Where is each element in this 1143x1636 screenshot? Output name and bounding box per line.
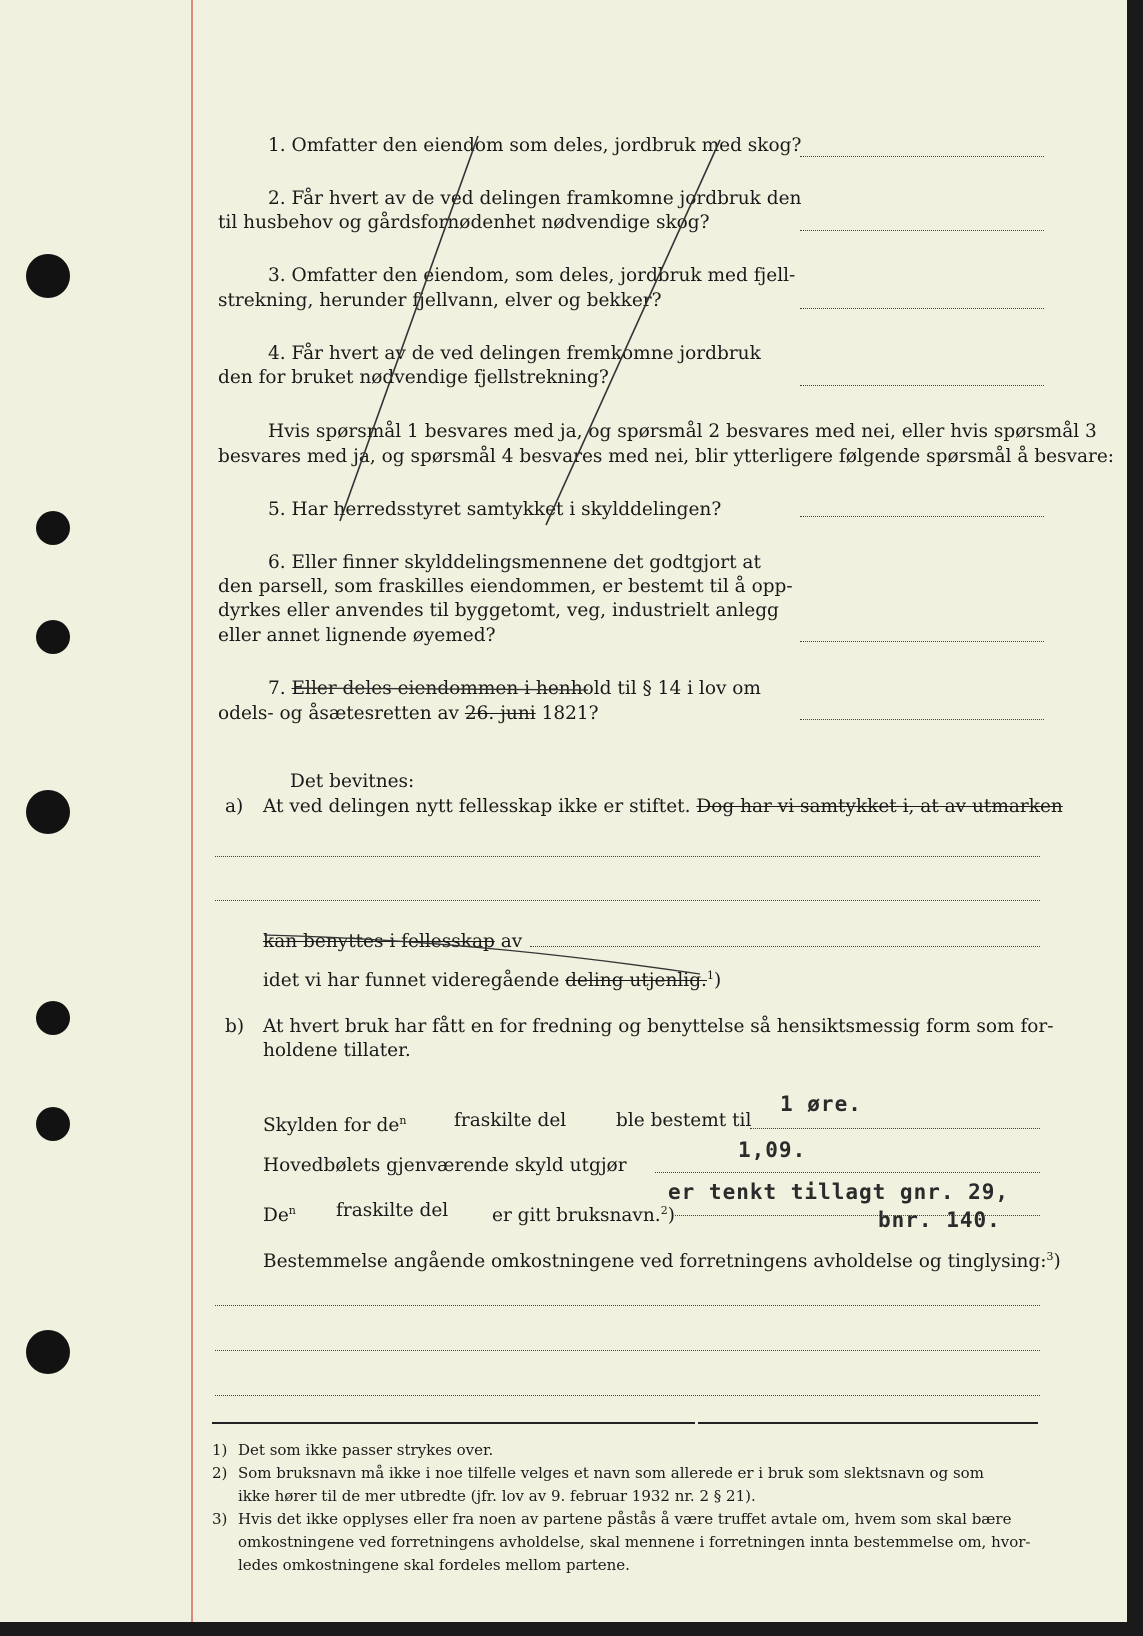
footnote-1: Det som ikke passer strykes over. xyxy=(238,1441,494,1459)
footnote-1-mark: 1) xyxy=(212,1441,228,1459)
footnote-3-line1: Hvis det ikke opplyses eller fra noen av partene påstås å være truffet avtale om, hvem som skal bære xyxy=(238,1510,1012,1528)
question-7-line2: odels- og åsætesretten av 26. juni 1821? xyxy=(218,703,599,724)
certify-b-marker: b) xyxy=(225,1016,245,1037)
omk-label: Bestemmelse angående omkostningene ved forretningens avholdelse og tinglysing:$^3$) xyxy=(263,1250,1061,1273)
skyld-label-end: ble bestemt til xyxy=(616,1110,752,1131)
certify-a-marker: a) xyxy=(225,796,244,817)
navn-value-line1: er tenkt tillagt gnr. 29, xyxy=(668,1180,1010,1204)
question-4-line1: 4. Får hvert av de ved delingen fremkomne jordbruk xyxy=(268,343,761,364)
question-1: 1. Omfatter den eiendom som deles, jordbruk med skog? xyxy=(268,135,802,156)
hoved-label: Hovedbølets gjenværende skyld utgjør xyxy=(263,1155,627,1176)
skyld-label: Skylden for $de^n$ xyxy=(263,1114,407,1137)
question-6-line3: dyrkes eller anvendes til byggetomt, veg, industrielt anlegg xyxy=(218,600,779,621)
navn-value-line2: bnr. 140. xyxy=(878,1208,1001,1232)
question-6-line1: 6. Eller finner skylddelingsmennene det godtgjort at xyxy=(268,552,761,573)
pen-stroke xyxy=(546,140,720,525)
question-3-line1: 3. Omfatter den eiendom, som deles, jordbruk med fjell- xyxy=(268,265,796,286)
certify-heading: Det bevitnes: xyxy=(290,771,415,792)
certify-a-line3: idet vi har funnet videregående deling utjenlig.$^1$) xyxy=(263,969,722,992)
hoved-value: 1,09. xyxy=(738,1138,807,1162)
footnote-3-mark: 3) xyxy=(212,1510,228,1528)
question-5: 5. Har herredsstyret samtykket i skylddelingen? xyxy=(268,499,722,520)
question-2-line1: 2. Får hvert av de ved delingen framkomne jordbruk den xyxy=(268,188,802,209)
certify-a-line1: At ved delingen nytt fellesskap ikke er stiftet. Dog har vi samtykket i, at av utmarken xyxy=(263,796,1063,817)
question-7-line1: 7. Eller deles eiendommen i henhold til § 14 i lov om xyxy=(268,678,761,699)
footnote-3-line3: ledes omkostningene skal fordeles mellom partene. xyxy=(238,1556,630,1574)
condition-line2: besvares med ja, og spørsmål 4 besvares med nei, blir ytterligere følgende spørsmål å besvare: xyxy=(218,446,1115,467)
pen-stroke xyxy=(340,136,478,521)
navn-label: De$^n$ xyxy=(263,1204,296,1227)
footnote-3-line2: omkostningene ved forretningens avholdelse, skal mennene i forretningen innta bestemmelse om, hvor- xyxy=(238,1533,1031,1551)
navn-label-end: er gitt bruksnavn.$^2$) xyxy=(492,1204,675,1227)
question-6-line4: eller annet lignende øyemed? xyxy=(218,625,496,646)
pen-stroke xyxy=(264,935,700,974)
skyld-value: 1 øre. xyxy=(780,1092,862,1116)
question-4-line2: den for bruket nødvendige fjellstrekning? xyxy=(218,367,609,388)
question-6-line2: den parsell, som fraskilles eiendommen, er bestemt til å opp- xyxy=(218,576,793,597)
certify-a-line2: kan benyttes i fellesskap av xyxy=(263,931,523,952)
question-3-line2: strekning, herunder fjellvann, elver og bekker? xyxy=(218,290,662,311)
navn-label-mid: fraskilte del xyxy=(336,1200,449,1221)
footnote-2-line2: ikke hører til de mer utbredte (jfr. lov av 9. februar 1932 nr. 2 § 21). xyxy=(238,1487,756,1505)
certify-b-line2: holdene tillater. xyxy=(263,1040,411,1061)
skyld-label-mid: fraskilte del xyxy=(454,1110,567,1131)
footnote-2-mark: 2) xyxy=(212,1464,228,1482)
footnote-2-line1: Som bruksnavn må ikke i noe tilfelle velges et navn som allerede er i bruk som slektsnavn og som xyxy=(238,1464,984,1482)
pen-stroke xyxy=(296,688,588,690)
condition-line1: Hvis spørsmål 1 besvares med ja, og spørsmål 2 besvares med nei, eller hvis spørsmål 3 xyxy=(268,421,1097,442)
certify-b-line1: At hvert bruk har fått en for fredning og benyttelse så hensiktsmessig form som for- xyxy=(263,1016,1054,1037)
question-2-line2: til husbehov og gårdsfornødenhet nødvendige skog? xyxy=(218,212,710,233)
